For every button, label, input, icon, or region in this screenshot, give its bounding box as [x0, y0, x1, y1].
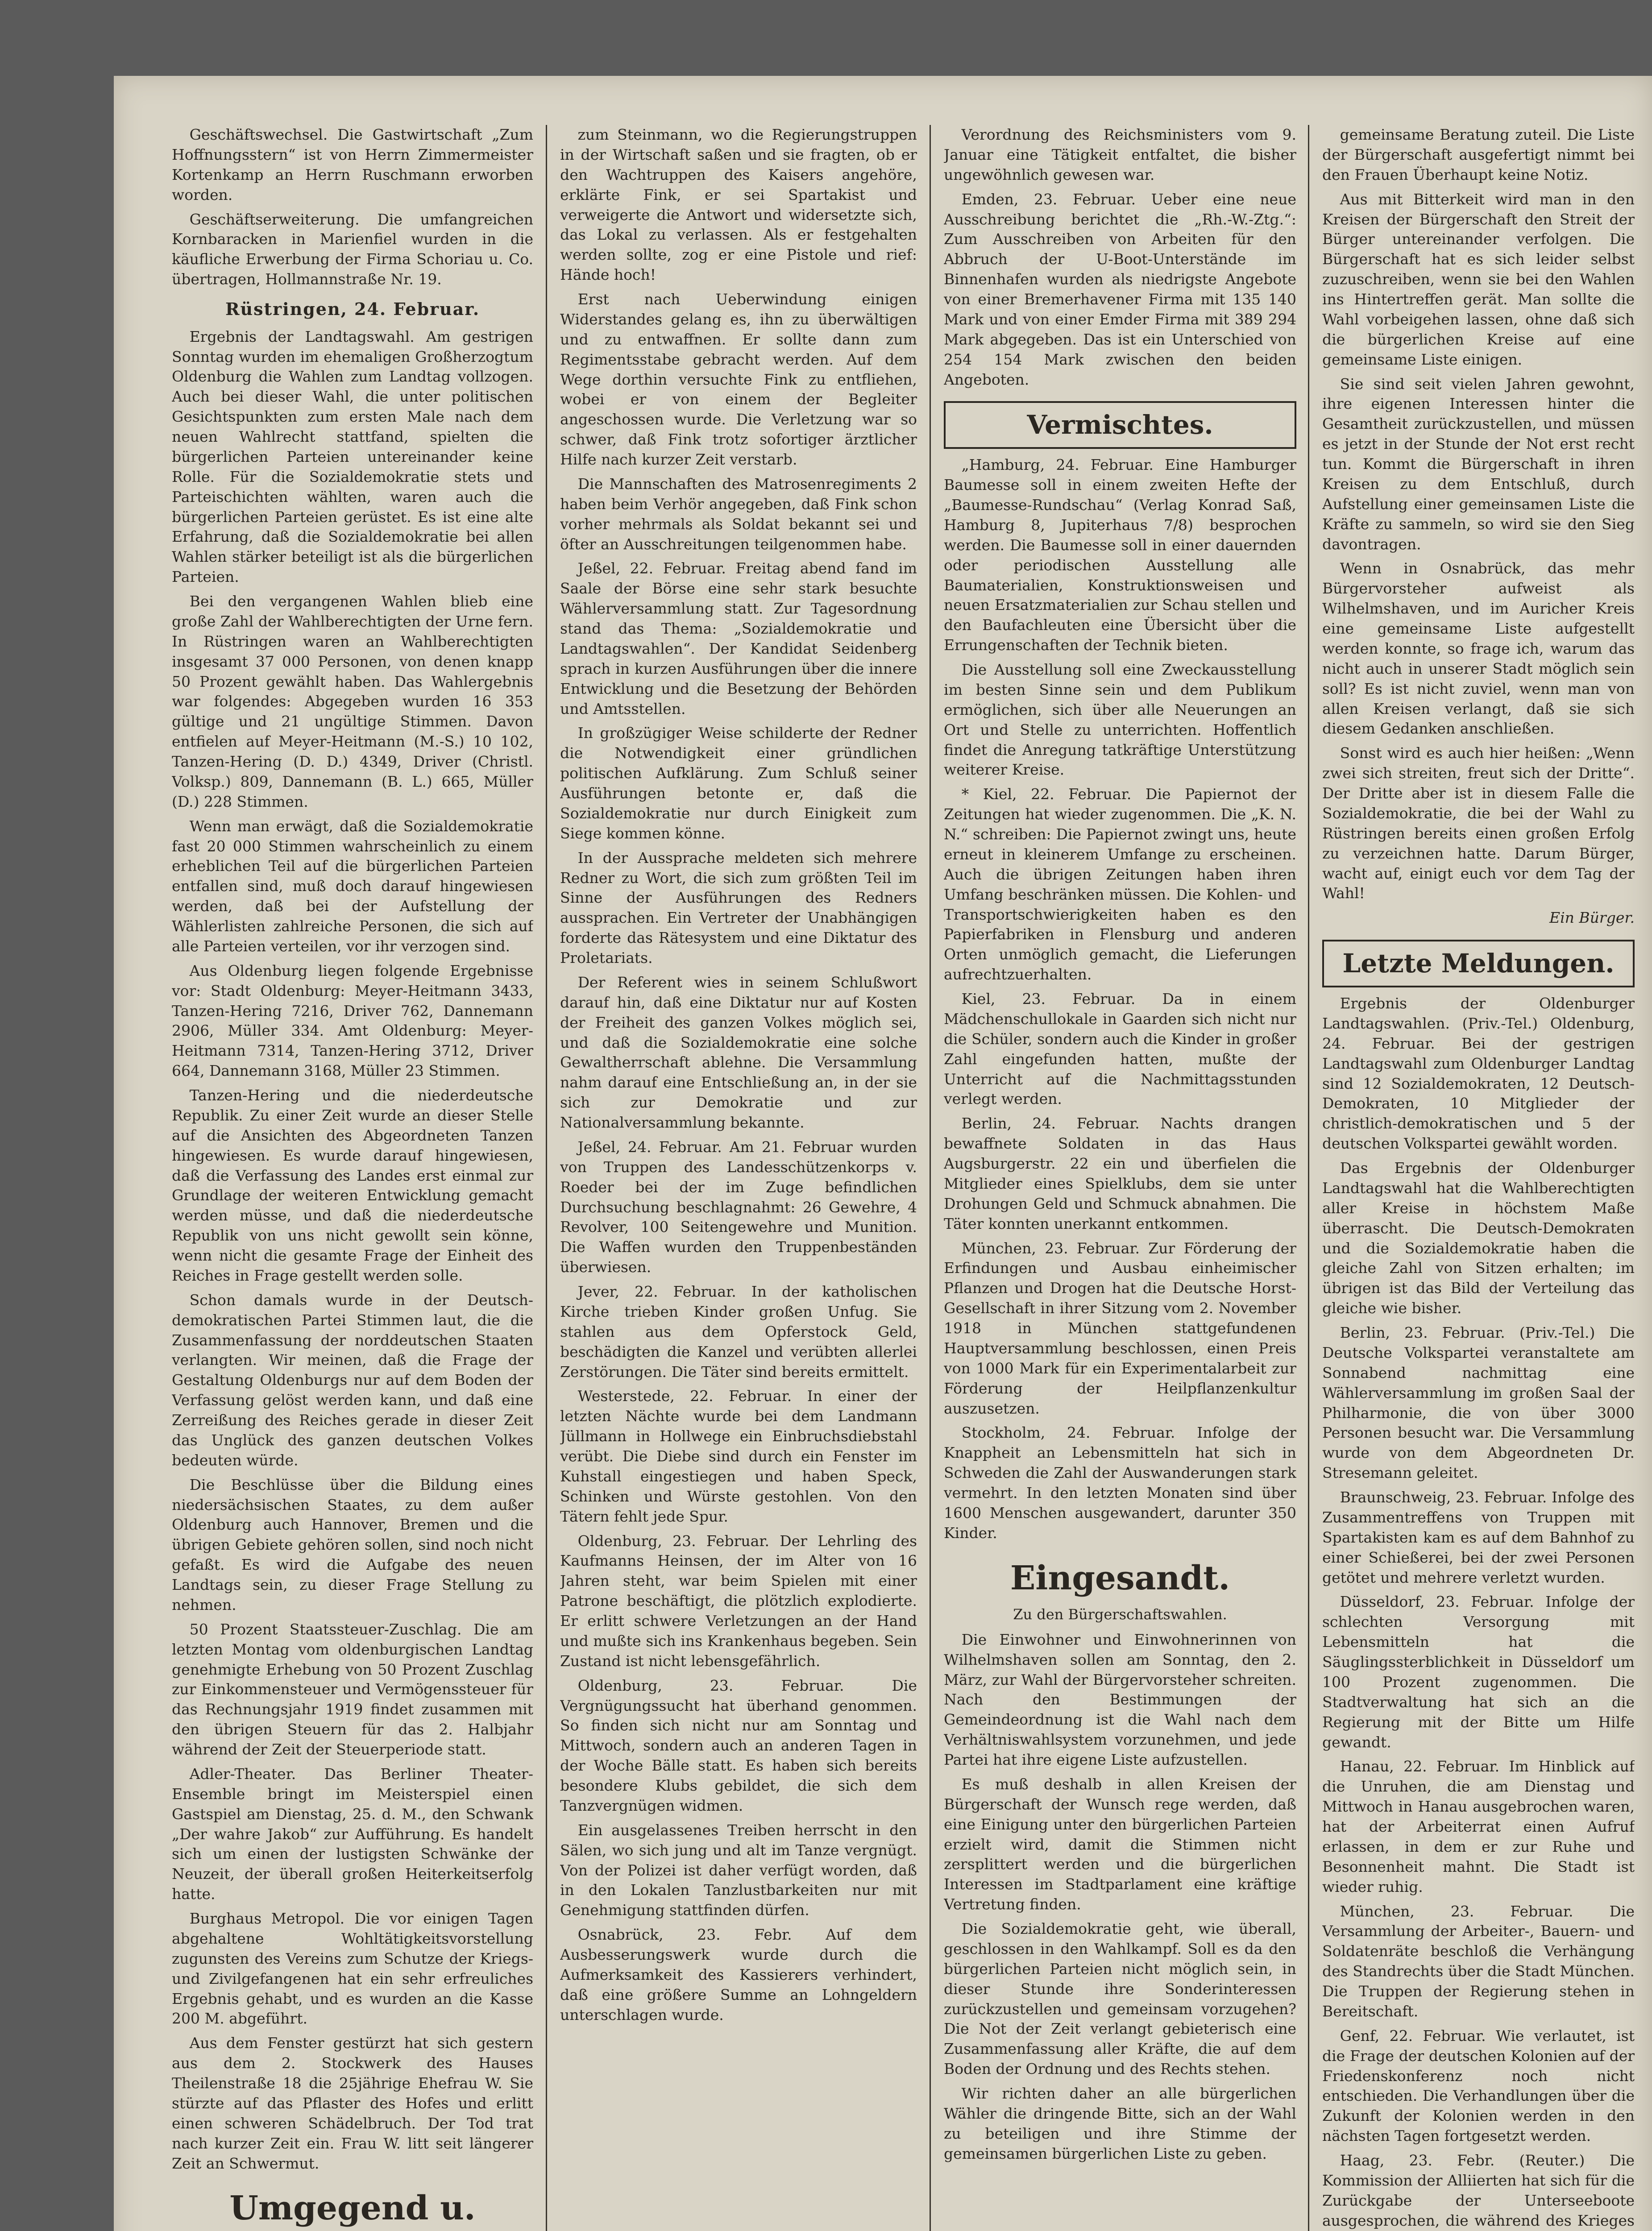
- article-paragraph: Geschäftserweiterung. Die umfangreichen Kornbaracken in Marienfiel wurden in die käufliche Erwerbung der Firma Schoriau u. Co. übertragen, Hollmannstraße Nr. 19.: [172, 210, 533, 288]
- boxed-section-title: Vermischtes.: [944, 401, 1296, 449]
- column-2: [560, 125, 917, 2231]
- section-heading: Rüstringen, 24. Februar.: [225, 299, 480, 319]
- column-rule: [1308, 125, 1309, 2231]
- article-paragraph: Hanau, 22. Februar. Im Hinblick auf die Unruhen, die am Dienstag und Mittwoch in Hanau ausgebrochen waren, hat der Arbeiterrat einen Aufruf erlassen, in dem er zur Ruhe und Besonnenheit mahnt. Die Stadt ist wieder ruhig.: [1322, 1758, 1635, 1895]
- article-paragraph: Verordnung des Reichsministers vom 9. Januar eine Tätigkeit entfaltet, die bisher ungewöhnlich gewesen war.: [944, 126, 1296, 183]
- article-paragraph: Jever, 22. Februar. In der katholischen Kirche trieben Kinder großen Unfug. Sie stahlen aus dem Opferstock Geld, beschädigten die Kanzel und verübten allerlei Zerstörungen. Die Täter sind bereits ermittelt.: [560, 1283, 917, 1381]
- article-paragraph: Emden, 23. Februar. Ueber eine neue Ausschreibung berichtet die „Rh.-W.-Ztg.“: Zum Ausschreiben von Arbeiten für den Abbruch der U-Boot-Unterstände im Binnenhafen wurden als niedrigste Angebote von einer Bremerhavener Firma mit 135 140 Mark und von einer Emder Firma mit 389 294 Mark abgegeben. Das ist ein Unterschied von 254 154 Mark zwischen den beiden Angeboten.: [944, 190, 1296, 388]
- article-paragraph: Schon damals wurde in der Deutsch-demokratischen Partei Stimmen laut, die die Zusammenfassung der norddeutschen Staaten verlangten. Wir meinen, daß die Frage der Gestaltung Oldenburgs nur auf dem Boden der Verfassung gelöst werden kann, und daß eine Zerreißung des Reiches gerade in dieser Zeit das Unglück des ganzen deutschen Volkes bedeuten würde.: [172, 1291, 533, 1469]
- article-paragraph: In der Aussprache meldeten sich mehrere Redner zu Wort, die sich zum größten Teil im Sinne der Ausführungen des Redners aussprachen. Ein Vertreter der Unabhängigen forderte das Rätesystem und eine Diktatur des Proletariats.: [560, 849, 917, 966]
- article-paragraph: Aus Oldenburg liegen folgende Ergebnisse vor: Stadt Oldenburg: Meyer-Heitmann 3433, Tanzen-Hering 7216, Driver 762, Dannemann 2906, Müller 334. Amt Oldenburg: Meyer-Heitmann 7314, Tanzen-Hering 3712, Driver 664, Dannemann 3168, Müller 23 Stimmen.: [172, 962, 533, 1080]
- article-paragraph: Sie sind seit vielen Jahren gewohnt, ihre eigenen Interessen hinter die Gesamtheit zurückzustellen, und müssen es jetzt in der Stunde der Not erst recht tun. Kommt die Bürgerschaft in ihren Kreisen zu dem Entschluß, durch Aufstellung einer gemeinsamen Liste die Kräfte zu sammeln, so wird sie den Sieg davontragen.: [1322, 375, 1635, 553]
- article-paragraph: Sonst wird es auch hier heißen: „Wenn zwei sich streiten, freut sich der Dritte“. Der Dritte aber ist in diesem Falle die Sozialdemokratie, die bei der Wahl zu Rüstringen bereits einen großen Erfolg zu verzeichnen hatte. Darum Bürger, wacht auf, einigt euch vor dem Tag der Wahl!: [1322, 744, 1635, 902]
- article-paragraph: Berlin, 23. Februar. (Priv.-Tel.) Die Deutsche Volkspartei veranstaltete am Sonnabend nachmittag eine Wählerversammlung im großen Saal der Philharmonie, die von über 3000 Personen besucht war. Die Versammlung wurde von dem Abgeordneten Dr. Stresemann geleitet.: [1322, 1324, 1635, 1482]
- signature: Ein Bürger.: [1549, 909, 1635, 927]
- article-paragraph: Jeßel, 24. Februar. Am 21. Februar wurden von Truppen des Landesschützenkorps v. Roeder bei der im Zuge befindlichen Durchsuchung beschlagnahmt: 26 Gewehre, 4 Revolver, 100 Seitengewehre und Munition. Die Waffen wurden den Truppenbeständen überwiesen.: [560, 1138, 917, 1276]
- article-paragraph: Westerstede, 22. Februar. In einer der letzten Nächte wurde bei dem Landmann Jüllmann in Hollwege ein Einbruchsdiebstahl verübt. Die Diebe sind durch ein Fenster im Kuhstall eingestiegen und haben Speck, Schinken und Würste gestohlen. Von den Tätern fehlt jede Spur.: [560, 1387, 917, 1525]
- article-paragraph: Tanzen-Hering und die niederdeutsche Republik. Zu einer Zeit wurde an dieser Stelle auf die Ansichten des Abgeordneten Tanzen hingewiesen. Es wurde darauf hingewiesen, daß die Verfassung des Landes erst einmal zur Grundlage der weiteren Entwicklung gemacht werden müsse, und daß die niederdeutsche Republik von uns nicht gewollt sein könne, wenn nicht die gesamte Frage der Einheit des Reiches in Frage gestellt werden solle.: [172, 1086, 533, 1284]
- article-paragraph: Es muß deshalb in allen Kreisen der Bürgerschaft der Wunsch rege werden, daß eine Einigung unter den bürgerlichen Parteien erzielt wird, damit die Stimmen nicht zersplittert werden und die bürgerlichen Interessen im Stadtparlament eine kräftige Vertretung finden.: [944, 1775, 1296, 1913]
- article-paragraph: Bei den vergangenen Wahlen blieb eine große Zahl der Wahlberechtigten der Urne fern. In Rüstringen waren an Wahlberechtigten insgesamt 37 000 Personen, von denen knapp 50 Prozent gewählt haben. Das Wahlergebnis war folgendes: Abgegeben wurden 16 353 gültige und 21 ungültige Stimmen. Davon entfielen auf Meyer-Heitmann (M.-S.) 10 102, Tanzen-Hering (D. D.) 4349, Driver (Christl. Volksp.) 809, Dannemann (B. L.) 665, Müller (D.) 228 Stimmen.: [172, 593, 533, 810]
- article-paragraph: Oldenburg, 23. Februar. Der Lehrling des Kaufmanns Heinsen, der im Alter von 16 Jahren steht, war beim Spielen mit einer Patrone beschäftigt, die plötzlich explodierte. Er erlitt schwere Verletzungen an der Hand und mußte sich ins Krankenhaus begeben. Sein Zustand ist nicht lebensgefährlich.: [560, 1532, 917, 1670]
- article-paragraph: Ergebnis der Oldenburger Landtagswahlen. (Priv.-Tel.) Oldenburg, 24. Februar. Bei der gestrigen Landtagswahl zum Oldenburger Landtag sind 12 Sozialdemokraten, 12 Deutsch-Demokraten, 10 Mitglieder der christlich-demokratischen und 5 der deutschen Volkspartei gewählt worden.: [1322, 995, 1635, 1153]
- column-rule: [546, 125, 547, 2231]
- article-paragraph: Erst nach Ueberwindung einigen Widerstandes gelang es, ihn zu überwältigen und zu entwaffnen. Er sollte dann zum Regimentsstabe gebracht werden. Auf dem Wege dorthin versuchte Fink zu entfliehen, wobei er von einem der Begleiter angeschossen wurde. Die Verletzung war so schwer, daß Fink trotz sofortiger ärztlicher Hilfe nach kurzer Zeit verstarb.: [560, 290, 917, 468]
- article-paragraph: „Hamburg, 24. Februar. Eine Hamburger Baumesse soll in einem zweiten Hefte der „Baumesse-Rundschau“ (Verlag Konrad Saß, Hamburg 8, Jupiterhaus 7/8) besprochen werden. Die Baumesse soll in einer dauernden oder periodischen Ausstellung alle Baumaterialien, Konstruktionsweisen und neuen Ersatzmaterialien zur Schau stellen und den Baufachleuten eine Übersicht über die Errungenschaften der Technik bieten.: [944, 456, 1296, 654]
- article-paragraph: Oldenburg, 23. Februar. Die Vergnügungssucht hat überhand genommen. So finden sich nicht nur am Sonntag und Mittwoch, sondern auch an anderen Tagen in der Woche Bälle statt. Es haben sich bereits besondere Klubs gebildet, die sich dem Tanzvergnügen widmen.: [560, 1676, 917, 1814]
- article-paragraph: München, 23. Februar. Zur Förderung der Erfindungen und Ausbau einheimischer Pflanzen und Drogen hat die Deutsche Horst-Gesellschaft in ihrer Sitzung vom 2. November 1918 in München stattgefundenen Hauptversammlung beschlossen, einen Preis von 1000 Mark für ein Experimentalarbeit zur Förderung der Heilpflanzenkultur auszusetzen.: [944, 1239, 1296, 1417]
- article-paragraph: Burghaus Metropol. Die vor einigen Tagen abgehaltene Wohltätigkeitsvorstellung zugunsten des Vereins zum Schutze der Kriegs- und Zivilgefangenen hat ein sehr erfreuliches Ergebnis gehabt, und es wurden an die Kasse 200 M. abgeführt.: [172, 1910, 533, 2028]
- article-paragraph: Aus dem Fenster gestürzt hat sich gestern aus dem 2. Stockwerk des Hauses Theilenstraße 18 die 25jährige Ehefrau W. Sie stürzte auf das Pflaster des Hofes und erlitt einen schweren Schädelbruch. Der Tod trat nach kurzer Zeit ein. Frau W. litt seit längerer Zeit an Schwermut.: [172, 2034, 533, 2172]
- column-rule: [930, 125, 931, 2231]
- section-subtitle: Zu den Bürgerschaftswahlen.: [1013, 1606, 1227, 1623]
- article-paragraph: Genf, 22. Februar. Wie verlautet, ist die Frage der deutschen Kolonien auf der Friedenskonferenz noch nicht entschieden. Die Verhandlungen über die Zukunft der Kolonien werden in den nächsten Tagen fortgesetzt werden.: [1322, 2027, 1635, 2145]
- section-title: Umgegend u.: [229, 2189, 476, 2228]
- article-paragraph: Haag, 23. Febr. (Reuter.) Die Kommission der Alliierten hat sich für die Zurückgabe der Unterseeboote ausgesprochen, die während des Krieges: [1322, 2152, 1635, 2229]
- article-paragraph: * Kiel, 22. Februar. Die Papiernot der Zeitungen hat wieder zugenommen. Die „K. N. N.“ schreiben: Die Papiernot zwingt uns, heute erneut in kleinerem Umfange zu erscheinen. Auch die übrigen Zeitungen haben ihren Umfang beschränken müssen. Die Kohlen- und Transportschwierigkeiten haben es den Papierfabriken in Flensburg und anderen Orten unmöglich gemacht, die Lieferungen aufrechtzuerhalten.: [944, 785, 1296, 983]
- article-paragraph: zum Steinmann, wo die Regierungstruppen in der Wirtschaft saßen und sie fragten, ob er den Wachtruppen des Kaisers angehöre, erklärte Fink, er sei Spartakist und verweigerte die Antwort und widersetzte sich, das Lokal zu verlassen. Als er festgehalten werden sollte, zog er eine Pistole und rief: Hände hoch!: [560, 126, 917, 284]
- article-paragraph: Die Beschlüsse über die Bildung eines niedersächsischen Staates, zu dem außer Oldenburg auch Hannover, Bremen und die übrigen Gebiete gehören sollen, sind noch nicht gefaßt. Es wird die Aufgabe des neuen Landtags sein, zu dieser Frage Stellung zu nehmen.: [172, 1476, 533, 1613]
- article-paragraph: Aus mit Bitterkeit wird man in den Kreisen der Bürgerschaft den Streit der Bürger untereinander verfolgen. Die Bürgerschaft hat es sich leider selbst zuzuschreiben, wenn sie bei den Wahlen ins Hintertreffen gerät. Man sollte die Wahl vorbeigehen lassen, ohne daß sich die bürgerlichen Kreise auf eine gemeinsame Liste einigen.: [1322, 190, 1635, 368]
- article-paragraph: In großzügiger Weise schilderte der Redner die Notwendigkeit einer gründlichen politischen Aufklärung. Zum Schluß seiner Ausführungen betonte er, daß die Sozialdemokratie nur durch Einigkeit zum Siege kommen könne.: [560, 724, 917, 842]
- article-paragraph: Wenn man erwägt, daß die Sozialdemokratie fast 20 000 Stimmen wahrscheinlich zu einem erheblichen Teil auf die bürgerlichen Parteien entfallen sind, muß doch darauf hingewiesen werden, daß bei der Aufstellung der Wählerlisten zahlreiche Personen, die sich auf alle Parteien verteilen, vor ihr verzogen sind.: [172, 817, 533, 955]
- newspaper-page: [114, 76, 1652, 2231]
- article-paragraph: Die Sozialdemokratie geht, wie überall, geschlossen in den Wahlkampf. Soll es da den bürgerlichen Parteien nicht möglich sein, in dieser Stunde ihre Sonderinteressen zurückzustellen und gemeinsam vorzugehen? Die Not der Zeit verlangt gebieterisch eine Zusammenfassung aller Kräfte, die auf dem Boden der Ordnung und des Rechts stehen.: [944, 1920, 1296, 2078]
- article-paragraph: 50 Prozent Staatssteuer-Zuschlag. Die am letzten Montag vom oldenburgischen Landtag genehmigte Erhebung von 50 Prozent Zuschlag zur Einkommensteuer und Vermögenssteuer für das Rechnungsjahr 1919 findet zusammen mit den übrigen Steuern für das 2. Halbjahr während der Zeit der Steuerperiode statt.: [172, 1620, 533, 1758]
- article-paragraph: Braunschweig, 23. Februar. Infolge des Zusammentreffens von Truppen mit Spartakisten kam es auf dem Bahnhof zu einer Schießerei, bei der zwei Personen getötet und mehrere verletzt wurden.: [1322, 1489, 1635, 1586]
- article-paragraph: Osnabrück, 23. Febr. Auf dem Ausbesserungswerk wurde durch die Aufmerksamkeit des Kassierers verhindert, daß eine größere Summe an Lohngeldern unterschlagen wurde.: [560, 1926, 917, 2024]
- article-paragraph: Berlin, 24. Februar. Nachts drangen bewaffnete Soldaten in das Haus Augsburgerstr. 22 ein und überfielen die Mitglieder eines Spielklubs, dem sie unter Drohungen Geld und Schmuck abnahmen. Die Täter konnten unerkannt entkommen.: [944, 1115, 1296, 1232]
- article-paragraph: Adler-Theater. Das Berliner Theater-Ensemble bringt im Meisterspiel einen Gastspiel am Dienstag, 25. d. M., den Schwank „Der wahre Jakob“ zur Aufführung. Es handelt sich um einen der lustigsten Schwänke der Neuzeit, der überall großen Heiterkeitserfolg hatte.: [172, 1765, 533, 1903]
- article-paragraph: Das Ergebnis der Oldenburger Landtagswahl hat die Wahlberechtigten aller Kreise in höchstem Maße überrascht. Die Deutsch-Demokraten und die Sozialdemokratie haben die gleiche Zahl von Sitzen erhalten; im übrigen ist das Bild der Verteilung das gleiche wie bisher.: [1322, 1159, 1635, 1317]
- article-paragraph: Der Referent wies in seinem Schlußwort darauf hin, daß eine Diktatur nur auf Kosten der Freiheit des ganzen Volkes möglich sei, und daß die Sozialdemokratie eine solche Gewaltherrschaft ablehne. Die Versammlung nahm darauf eine Entschließung an, in der sie sich zur Demokratie und zur Nationalversammlung bekannte.: [560, 973, 917, 1131]
- section-title: Eingesandt.: [1010, 1559, 1230, 1597]
- article-paragraph: Kiel, 23. Februar. Da in einem Mädchenschullokale in Gaarden sich nicht nur die Schüler, sondern auch die Kinder in großer Zahl eingefunden hatten, mußte der Unterricht auf die Nachmittagsstunden verlegt werden.: [944, 990, 1296, 1108]
- article-paragraph: Wenn in Osnabrück, das mehr Bürgervorsteher aufweist als Wilhelmshaven, und im Auricher Kreis eine gemeinsame Liste aufgestellt werden konnte, so frage ich, warum das nicht auch in unserer Stadt möglich sein soll? Es ist nicht zuviel, wenn man von allen Kreisen verlangt, daß sie sich diesem Gedanken anschließen.: [1322, 560, 1635, 738]
- column-4: [1322, 125, 1635, 2231]
- article-paragraph: Wir richten daher an alle bürgerlichen Wähler die dringende Bitte, sich an der Wahl zu beteiligen und ihre Stimme der gemeinsamen bürgerlichen Liste zu geben.: [944, 2085, 1296, 2162]
- article-paragraph: Ergebnis der Landtagswahl. Am gestrigen Sonntag wurden im ehemaligen Großherzogtum Oldenburg die Wahlen zum Landtag vollzogen. Auch bei dieser Wahl, die unter politischen Gesichtspunkten zum ersten Male nach dem neuen Wahlrecht stattfand, spielten die bürgerlichen Parteien untereinander keine Rolle. Für die Sozialdemokratie stets und Parteischichten wählten, waren auch die bürgerlichen Parteien gerüstet. Es ist eine alte Erfahrung, daß die Sozialdemokratie bei allen Wahlen stärker beteiligt ist als die bürgerlichen Parteien.: [172, 328, 533, 586]
- article-paragraph: Jeßel, 22. Februar. Freitag abend fand im Saale der Börse eine sehr stark besuchte Wählerversammlung statt. Zur Tagesordnung stand das Thema: „Sozialdemokratie und Landtagswahlen“. Der Kandidat Seidenberg sprach in kurzen Ausführungen über die innere Entwicklung und die Besetzung der Behörden und Amtsstellen.: [560, 560, 917, 717]
- column-1: [172, 125, 533, 2231]
- article-paragraph: Die Mannschaften des Matrosenregiments 2 haben beim Verhör angegeben, daß Fink schon vorher mehrmals als Soldat bekannt sei und öfter an Ausschreitungen teilgenommen habe.: [560, 475, 917, 553]
- boxed-section-title: Letzte Meldungen.: [1322, 940, 1635, 987]
- article-paragraph: gemeinsame Beratung zuteil. Die Liste der Bürgerschaft ausgefertigt nimmt bei den Frauen Überhaupt keine Notiz.: [1322, 126, 1635, 183]
- article-paragraph: Die Einwohner und Einwohnerinnen von Wilhelmshaven sollen am Sonntag, den 2. März, zur Wahl der Bürgervorsteher schreiten. Nach den Bestimmungen der Gemeindeordnung ist die Wahl nach dem Verhältniswahlsystem vorzunehmen, und jede Partei hat ihre eigene Liste aufzustellen.: [944, 1630, 1296, 1769]
- article-paragraph: Düsseldorf, 23. Februar. Infolge der schlechten Versorgung mit Lebensmitteln hat die Säuglingssterblichkeit in Düsseldorf um 100 Prozent zugenommen. Die Stadtverwaltung hat sich an die Regierung mit der Bitte um Hilfe gewandt.: [1322, 1593, 1635, 1751]
- article-paragraph: München, 23. Februar. Die Versammlung der Arbeiter-, Bauern- und Soldatenräte beschloß die Verhängung des Standrechts über die Stadt München. Die Truppen der Regierung stehen in Bereitschaft.: [1322, 1902, 1635, 2020]
- article-paragraph: Die Ausstellung soll eine Zweckausstellung im besten Sinne sein und dem Publikum ermöglichen, sich über alle Neuerungen an Ort und Stelle zu unterrichten. Hoffentlich findet die Anregung tatkräftige Unterstützung weiterer Kreise.: [944, 661, 1296, 779]
- article-paragraph: Geschäftswechsel. Die Gastwirtschaft „Zum Hoffnungsstern“ ist von Herrn Zimmermeister Kortenkamp an Herrn Ruschmann erworben worden.: [172, 126, 533, 203]
- article-paragraph: Ein ausgelassenes Treiben herrscht in den Sälen, wo sich jung und alt im Tanze vergnügt. Von der Polizei ist daher verfügt worden, daß in den Lokalen Tanzlustbarkeiten nur mit Genehmigung stattfinden dürfen.: [560, 1821, 917, 1919]
- column-3: [944, 125, 1296, 2231]
- article-paragraph: Stockholm, 24. Februar. Infolge der Knappheit an Lebensmitteln hat sich in Schweden die Zahl der Auswanderungen stark vermehrt. In den letzten Monaten sind über 1600 Menschen ausgewandert, darunter 350 Kinder.: [944, 1424, 1296, 1542]
- page-top-margin: [114, 76, 1652, 125]
